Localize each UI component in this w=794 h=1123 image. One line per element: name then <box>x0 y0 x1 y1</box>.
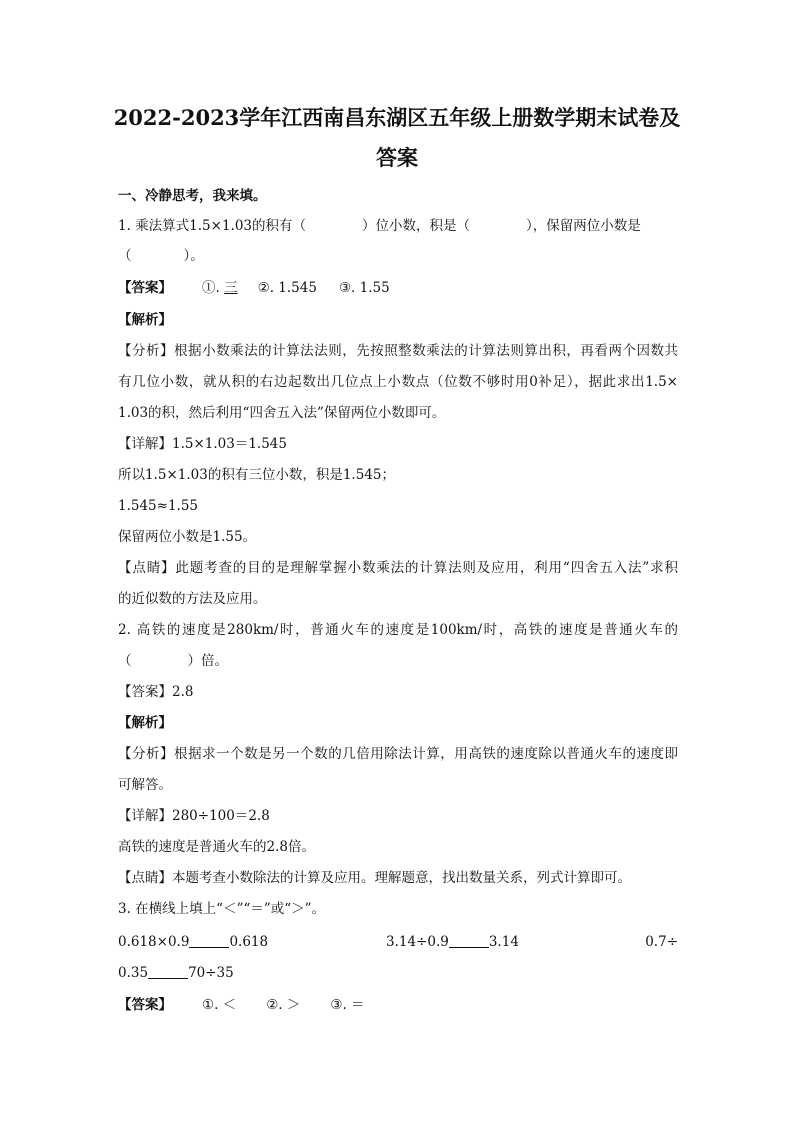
question-1-fenxi-line-1: 【分析】根据小数乘法的计算法法则，先按照整数乘法的计算法则算出积，再看两个因数共 <box>118 343 678 359</box>
blank-3 <box>148 964 188 979</box>
question-1-stem-line-1: 1. 乘法算式1.5×1.03的积有（ ）位小数，积是（ ），保留两位小数是 <box>118 218 641 234</box>
question-1-analysis-label: 【解析】 <box>118 312 172 328</box>
question-2-stem-line-1: 2. 高铁的速度是280km/时，普通火车的速度是100km/时，高铁的速度是普通火车的 <box>118 622 678 638</box>
question-1-stem-line-2: （ ）。 <box>118 248 204 264</box>
question-1-detail-line-1: 【详解】1.5×1.03＝1.545 <box>118 436 287 452</box>
section-heading: 一、冷静思考，我来填。 <box>118 188 267 204</box>
question-2-detail-line-2: 高铁的速度是普通火车的2.8倍。 <box>118 839 315 855</box>
question-3-answer: 【答案】 ①. ＜ ②. ＞ ③. ＝ <box>118 997 365 1013</box>
question-1-comment-line-2: 的近似数的方法及应用。 <box>118 591 267 607</box>
question-2-fenxi-line-1: 【分析】根据求一个数是另一个数的几倍用除法计算，用高铁的速度除以普通火车的速度即 <box>118 746 678 762</box>
question-3-stem: 3. 在横线上填上“＜”“＝”或“＞”。 <box>118 901 326 917</box>
question-2-analysis-label: 【解析】 <box>118 715 172 731</box>
question-2-stem-line-2: （ ）倍。 <box>118 653 228 669</box>
question-1-answer: 【答案】 ①. 三 ②. 1.545 ③. 1.55 <box>118 280 390 296</box>
question-2-detail-line-1: 【详解】280÷100＝2.8 <box>118 808 270 824</box>
question-3-expressions-line-1 <box>118 932 678 952</box>
question-1-detail-line-4: 保留两位小数是1.55。 <box>118 529 257 545</box>
question-1-comment-line-1: 【点睛】此题考查的目的是理解掌握小数乘法的计算法则及应用，利用“四舍五入法”求积 <box>118 560 678 576</box>
question-3-expressions-line-2: 0.35 70÷35 <box>118 965 234 981</box>
question-1-detail-line-3: 1.545≈1.55 <box>118 498 199 514</box>
question-1-fenxi-line-2: 有几位小数，就从积的右边起数出几位点上小数点（位数不够时用0补足），据此求出1.5× <box>118 374 678 390</box>
document-title-line-2: 答案 <box>376 145 418 170</box>
question-1-detail-line-2: 所以1.5×1.03的积有三位小数，积是1.545； <box>118 467 395 483</box>
question-1-fenxi-line-3: 1.03的积，然后利用“四舍五入法”保留两位小数即可。 <box>118 405 446 421</box>
question-2-comment: 【点睛】本题考查小数除法的计算及应用。理解题意，找出数量关系，列式计算即可。 <box>118 870 631 886</box>
expression-3-start: 0.7÷ <box>645 934 678 950</box>
expression-2: 3.14÷0.9 3.14 <box>386 934 519 950</box>
question-2-fenxi-line-2: 可解答。 <box>118 777 172 793</box>
blank-2 <box>449 933 489 948</box>
question-2-answer: 【答案】2.8 <box>118 684 194 700</box>
blank-1 <box>189 933 229 948</box>
document-title-line-1: 2022-2023学年江西南昌东湖区五年级上册数学期末试卷及 <box>113 105 681 130</box>
expression-1: 0.618×0.9 0.618 <box>118 934 269 950</box>
